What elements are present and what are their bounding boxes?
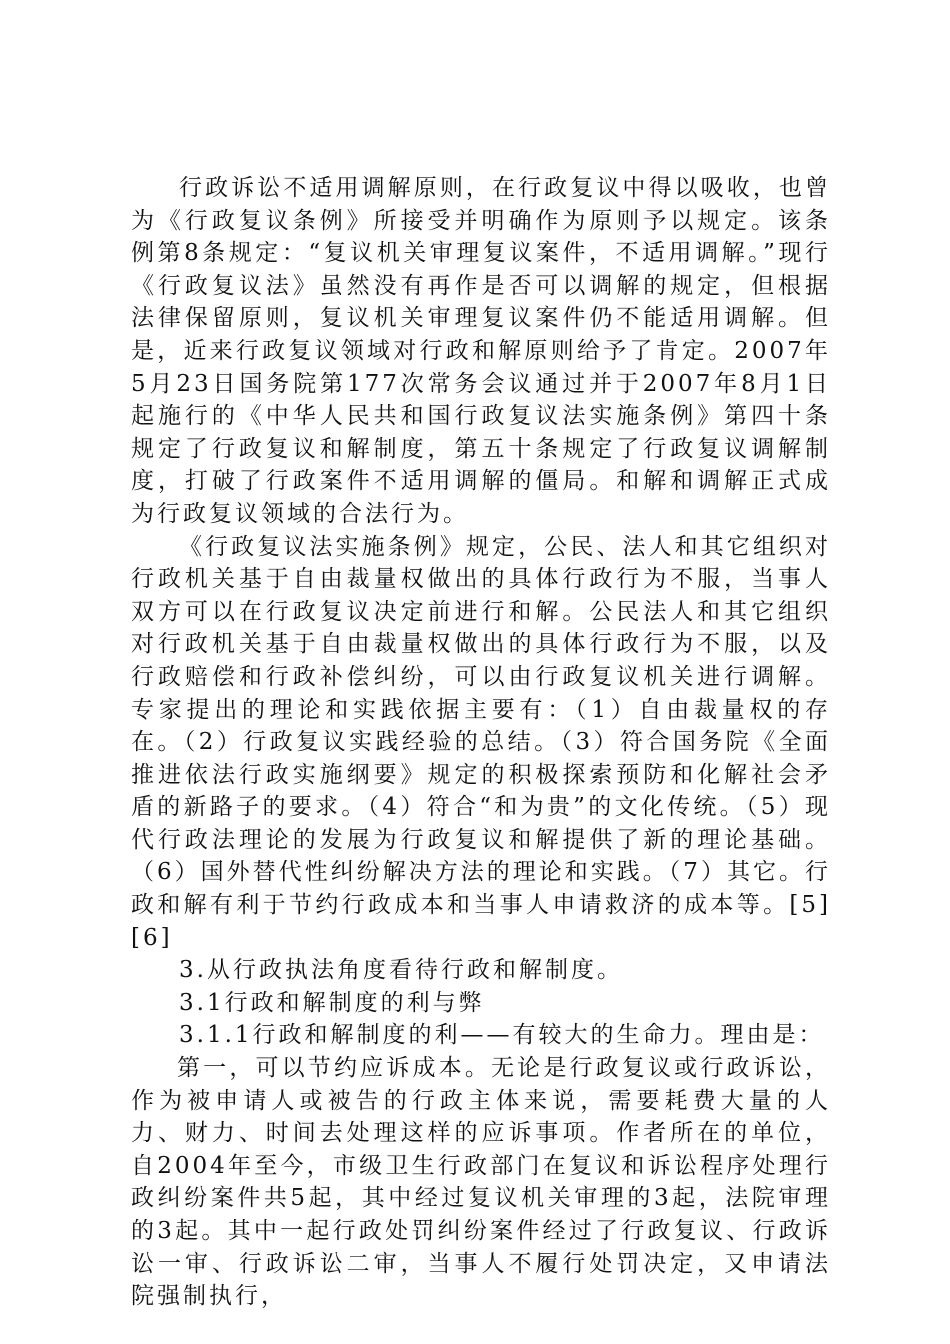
paragraph-2: 《行政复议法实施条例》规定，公民、法人和其它组织对行政机关基于自由裁量权做出的具体行政行为不服，当事人双方可以在行政复议决定前进行和解。公民法人和其它组织对行政机关基于自由裁量权做出的具体行政行为不服，以及行政赔偿和行政补偿纠纷，可以由行政复议机关进行调解。专家提出的理论和实践依据主要有：（1）自由裁量权的存在。（2）行政复议实践经验的总结。（3）符合国务院《全面推进依法行政实施纲要》规定的积极探索预防和化解社会矛盾的新路子的要求。（4）符合“和为贵”的文化传统。（5）现代行政法理论的发展为行政复议和解提供了新的理论基础。（6）国外替代性纠纷解决方法的理论和实践。（7）其它。行政和解有利于节约行政成本和当事人申请救济的成本等。[5][6] — [131, 533, 831, 951]
section-heading-3: 3.从行政执法角度看待行政和解制度。 — [179, 957, 623, 984]
section-heading-3-1: 3.1行政和解制度的利与弊 — [179, 989, 485, 1016]
paragraph-1: 行政诉讼不适用调解原则，在行政复议中得以吸收，也曾为《行政复议条例》所接受并明确作为原则予以规定。该条例第8条规定：“复议机关审理复议案件，不适用调解。”现行《行政复议法》虽然没有再作是否可以调解的规定，但根据法律保留原则，复议机关审理复议案件仍不能适用调解。但是，近来行政复议领域对行政和解原则给予了肯定。2007年5月23日国务院第177次常务会议通过并于2007年8月1日起施行的《中华人民共和国行政复议法实施条例》第四十条规定了行政复议和解制度，第五十条规定了行政复议调解制度，打破了行政案件不适用调解的僵局。和解和调解正式成为行政复议领域的合法行为。 — [131, 175, 831, 527]
paragraph-first-point: 第一，可以节约应诉成本。无论是行政复议或行政诉讼，作为被申请人或被告的行政主体来说，需要耗费大量的人力、财力、时间去处理这样的应诉事项。作者所在的单位，自2004年至今，市级卫生行政部门在复议和诉讼程序处理行政纠纷案件共5起，其中经过复议机关审理的3起，法院审理的3起。其中一起行政处罚纠纷案件经过了行政复议、行政诉讼一审、行政诉讼二审，当事人不履行处罚决定，又申请法院强制执行， — [131, 1055, 831, 1310]
section-heading-3-1-1: 3.1.1行政和解制度的利——有较大的生命力。理由是： — [179, 1022, 825, 1049]
document-body — [131, 172, 831, 1313]
